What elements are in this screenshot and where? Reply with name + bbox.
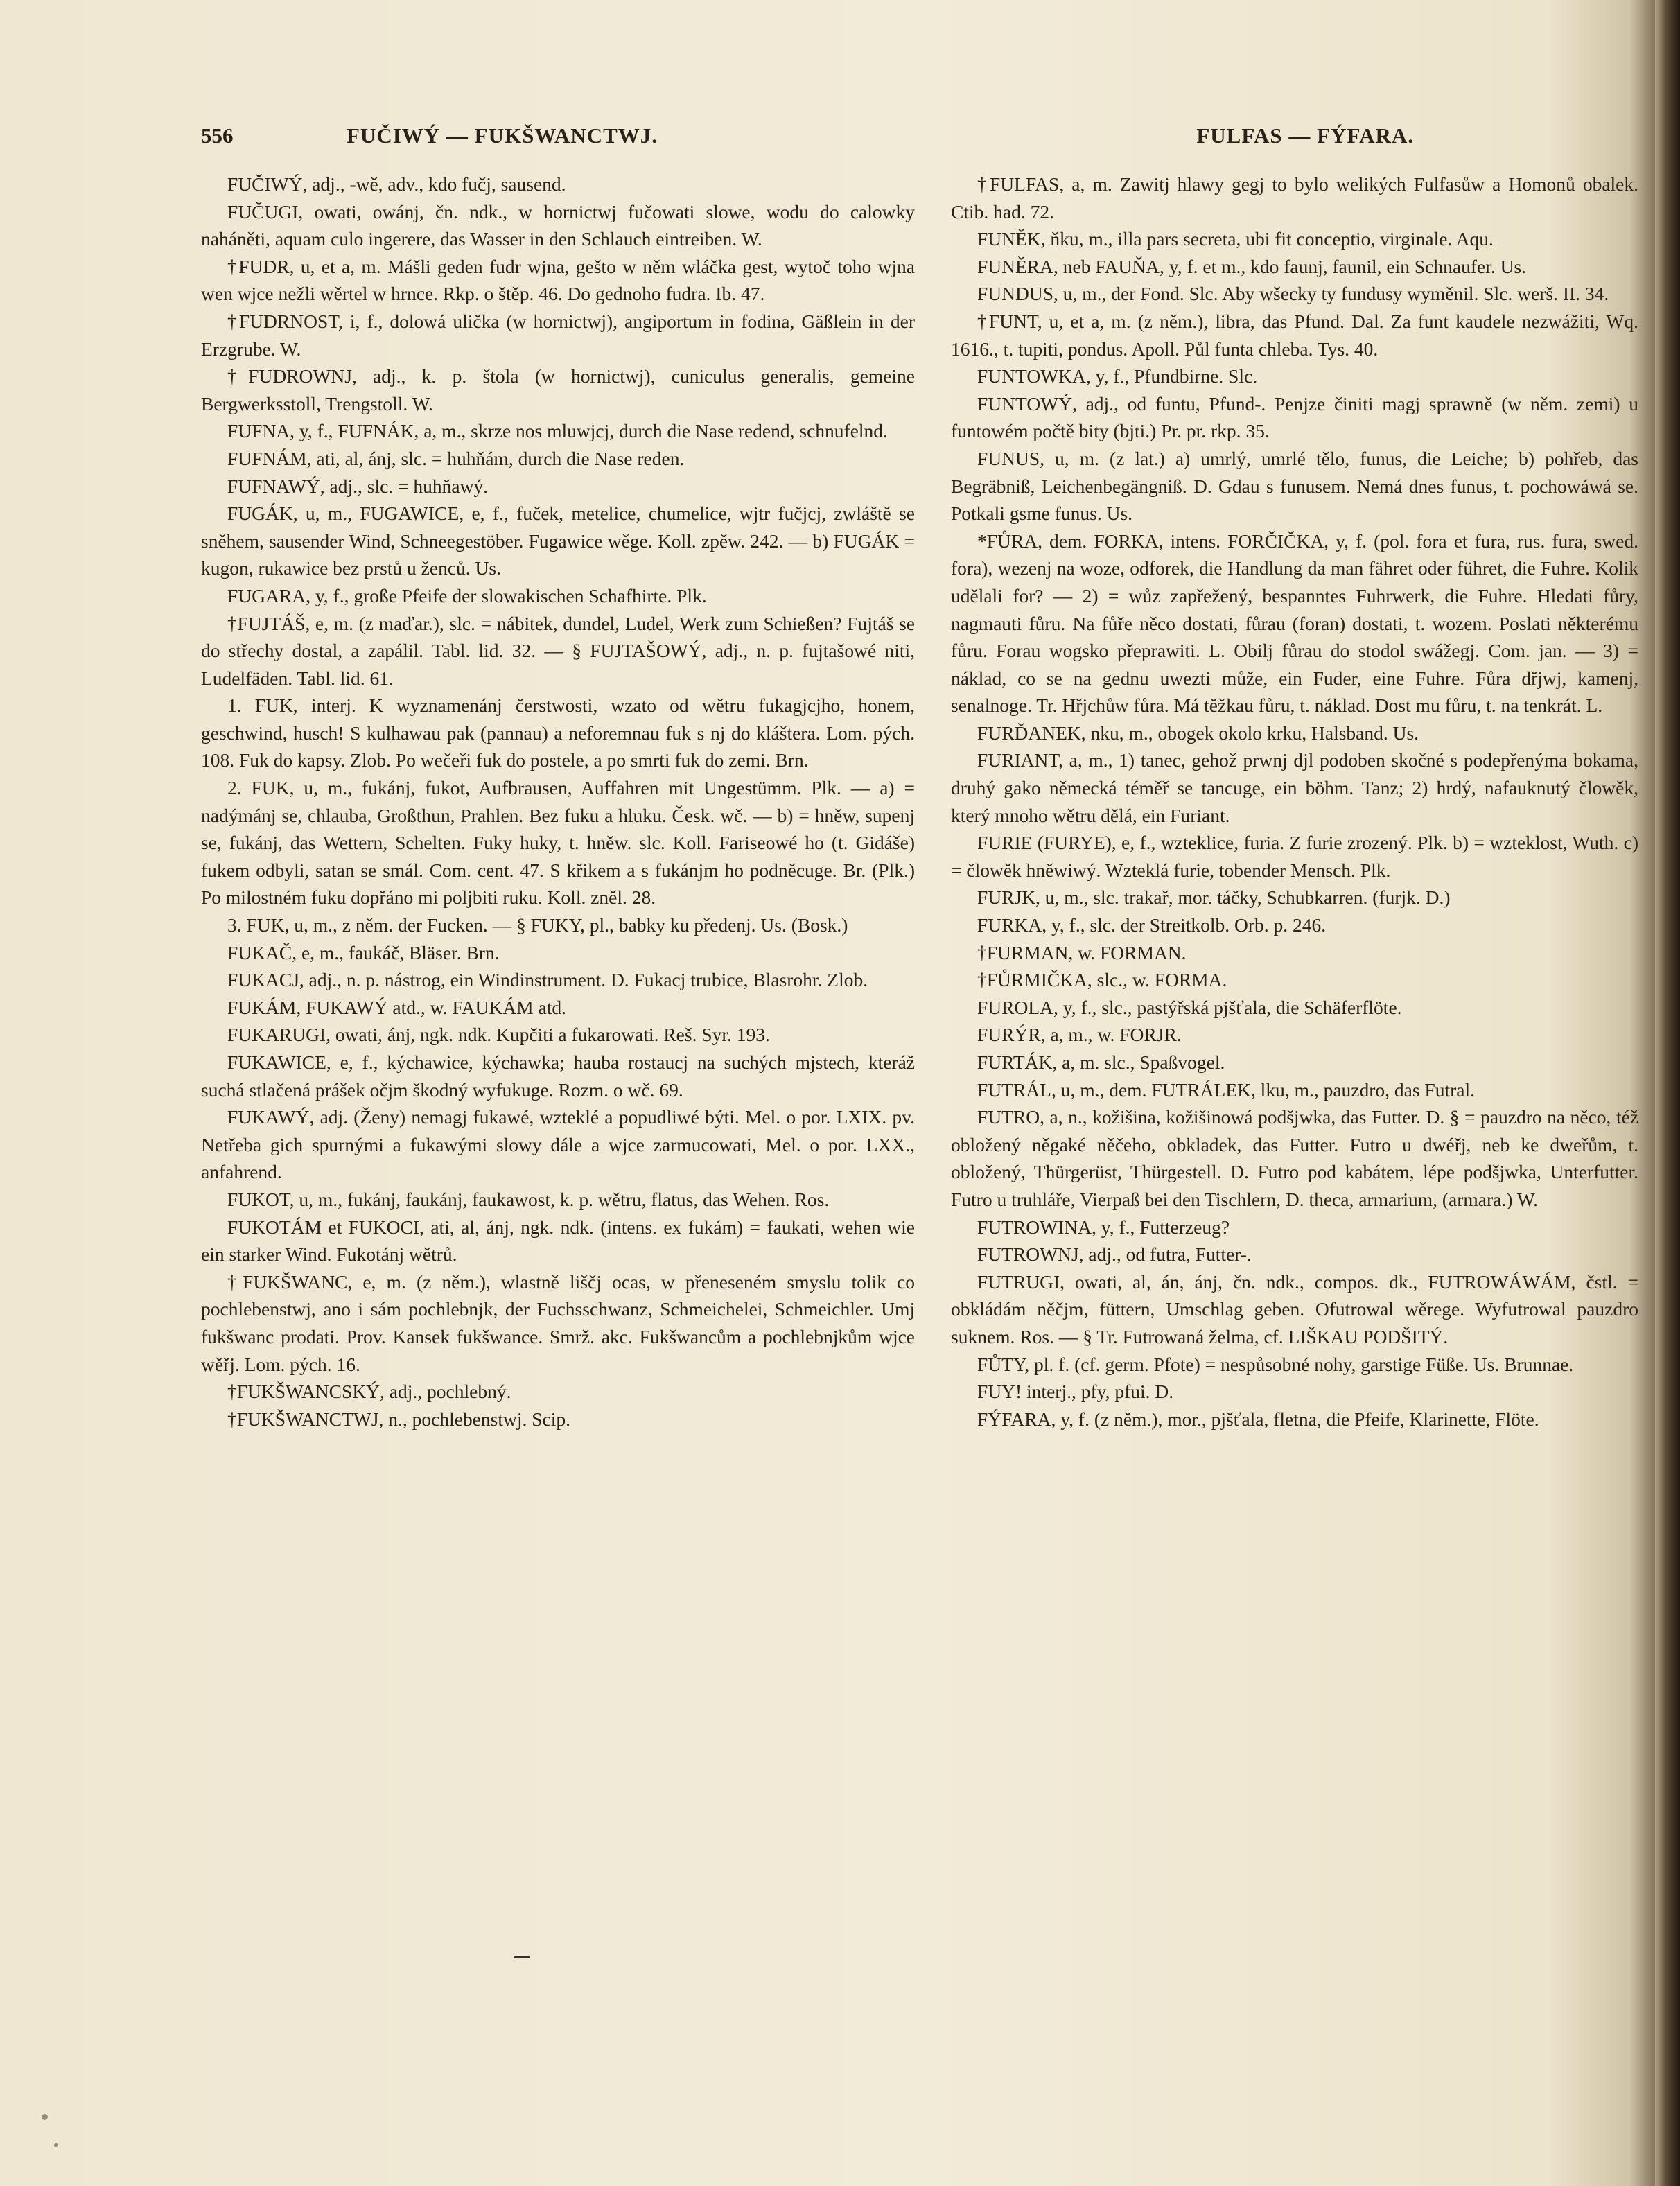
- dictionary-entry: FUNTOWÝ, adj., od funtu, Pfund-. Penjze činiti magj sprawně (w něm. zemi) u funtowém počtě bity (bjti.) Pr. pr. rkp. 35.: [951, 392, 1638, 442]
- right-running-head: FULFAS — FÝFARA.: [1196, 123, 1414, 148]
- dictionary-entry: †FŮRMIČKA, slc., w. FORMA.: [977, 969, 1227, 991]
- dictionary-entry: FUKOTÁM et FUKOCI, ati, al, ánj, ngk. ndk. (intens. ex fukám) = faukati, wehen wie ein starker Wind. Fukotánj wětrů.: [201, 1216, 915, 1266]
- dictionary-entry: FUNDUS, u, m., der Fond. Slc. Aby wšecky ty fundusy wyměnil. Slc. werš. II. 34.: [977, 283, 1609, 305]
- left-column: [201, 170, 915, 1433]
- dictionary-entry: 2. FUK, u, m., fukánj, fukot, Aufbrausen, Auffahren mit Ungestümm. Plk. — a) = nadýmánj se, chlauba, Großthun, Prahlen. Bez fuku a hluku. Česk. wč. — b) = hněw, supenj se, fukánj, das Wettern, Schelten. Fuky huky, t. hněw. slc. Koll. Fariseowé ho (t. Gidáše) fukem odbyli, satan se smál. Com. cent. 47. S křikem a s fukánjm ho podněcuge. Br. (Plk.) Po milostném fuku dopřáno mi poljbiti ruku. Koll. zněl. 28.: [201, 777, 915, 909]
- dictionary-entry: †FUJTÁŠ, e, m. (z maďar.), slc. = nábitek, dundel, Ludel, Werk zum Schießen? Fujtáš se do střechy dostal, a zapálil. Tabl. lid. 32. — § FUJTAŠOWÝ, adj., n. p. fujtašowé niti, Ludelfäden. Tabl. lid. 61.: [201, 612, 915, 689]
- dictionary-entry: FUGARA, y, f., große Pfeife der slowakischen Schafhirte. Plk.: [227, 584, 707, 606]
- dictionary-entry: †FUDR, u, et a, m. Mášli geden fudr wjna, gešto w něm wláčka gest, wytoč toho wjna wen wjce nežli wěrtel w hrnce. Rkp. o štěp. 46. Do gednoho fudra. Ib. 47.: [201, 255, 915, 305]
- dictionary-entry: FURTÁK, a, m. slc., Spaßvogel.: [977, 1051, 1225, 1073]
- dictionary-entry: FUTRUGI, owati, al, án, ánj, čn. ndk., compos. dk., FUTROWÁWÁM, čstl. = obkládám něčjm, füttern, Umschlag geben. Ofutrowal wěrege. Wyfutrowal pauzdro suknem. Ros. — § Tr. Futrowaná želma, cf. LIŠKAU PODŠITÝ.: [951, 1270, 1638, 1347]
- bottom-mark: [514, 1956, 530, 1958]
- dictionary-entry: FUNUS, u, m. (z lat.) a) umrlý, umrlé tělo, funus, die Leiche; b) pohřeb, das Begräbniß, Leichenbegängniß. D. Gdau s funusem. Nemá dnes funus, t. pochowáwá se. Potkali gsme funus. Us.: [951, 447, 1638, 525]
- dictionary-entry: FUROLA, y, f., slc., pastýřská pjšťala, die Schäferflöte.: [977, 996, 1402, 1018]
- dictionary-entry: FUKÁM, FUKAWÝ atd., w. FAUKÁM atd.: [227, 996, 566, 1018]
- dictionary-entry: FURIE (FURYE), e, f., wzteklice, furia. Z furie zrozený. Plk. b) = wzteklost, Wuth. c) = člowěk hněwiwý. Wzteklá furie, tobender Mensch. Plk.: [951, 832, 1638, 881]
- dictionary-entry: FUFNÁM, ati, al, ánj, slc. = huhňám, durch die Nase reden.: [227, 447, 685, 469]
- dictionary-entry: FURÝR, a, m., w. FORJR.: [977, 1024, 1182, 1046]
- dictionary-entry: †FUDROWNJ, adj., k. p. štola (w hornictwj), cuniculus generalis, gemeine Bergwerksstoll, Trengstoll. W.: [201, 365, 915, 414]
- dictionary-entry: †FUDRNOST, i, f., dolowá ulička (w hornictwj), angiportum in fodina, Gäßlein in der Erzgrube. W.: [201, 310, 915, 360]
- dictionary-entry: †FURMAN, w. FORMAN.: [977, 941, 1187, 963]
- dictionary-entry: FUČUGI, owati, owánj, čn. ndk., w hornictwj fučowati slowe, wodu do calowky naháněti, aquam culo ingerere, das Wasser in den Schlauch eintreiben. W.: [201, 200, 915, 250]
- dictionary-entry: FUKACJ, adj., n. p. nástrog, ein Windinstrument. D. Fukacj trubice, Blasrohr. Zlob.: [227, 969, 868, 991]
- dictionary-entry: FUKAWICE, e, f., kýchawice, kýchawka; hauba rostaucj na suchých mjstech, kteráž suchá stlačená prášek očjm škodný wyfukuge. Rozm. o wč. 69.: [201, 1051, 915, 1101]
- dictionary-entry: FUKAWÝ, adj. (Ženy) nemagj fukawé, wzteklé a popudliwé býti. Mel. o por. LXIX. pv. Netřeba gich spurnými a fukawými slowy dále a wjce zarmucowati, Mel. o por. LXX., anfahrend.: [201, 1106, 915, 1183]
- page-smudge: [54, 2143, 58, 2147]
- left-running-head: FUČIWÝ — FUKŠWANCTWJ.: [347, 123, 658, 148]
- dictionary-entry: FUFNAWÝ, adj., slc. = huhňawý.: [227, 475, 489, 497]
- dictionary-entry: †FUNT, u, et a, m. (z něm.), libra, das Pfund. Dal. Za funt kaudele nezwážiti, Wq. 1616., t. tupiti, pondus. Apoll. Půl funta chleba. Tys. 40.: [951, 310, 1638, 360]
- dictionary-entry: FURĎANEK, nku, m., obogek okolo krku, Halsband. Us.: [977, 722, 1419, 744]
- dictionary-entry: FUNĚK, ňku, m., illa pars secreta, ubi fit conceptio, virginale. Aqu.: [977, 228, 1494, 250]
- dictionary-entry: FUNĚRA, neb FAUŇA, y, f. et m., kdo faunj, faunil, ein Schnaufer. Us.: [977, 255, 1527, 277]
- dictionary-entry: FUTROWINA, y, f., Futterzeug?: [977, 1216, 1230, 1238]
- dictionary-entry: FUKOT, u, m., fukánj, faukánj, faukawost, k. p. wětru, flatus, das Wehen. Ros.: [227, 1188, 830, 1210]
- dictionary-entry: FUTROWNJ, adj., od futra, Futter-.: [977, 1243, 1252, 1266]
- right-column: [951, 170, 1638, 1433]
- page-number: 556: [201, 123, 234, 148]
- dictionary-entry: FURKA, y, f., slc. der Streitkolb. Orb. p. 246.: [977, 914, 1327, 936]
- dictionary-entry: FUY! interj., pfy, pfui. D.: [977, 1381, 1174, 1403]
- dictionary-entry: FURJK, u, m., slc. trakař, mor. táčky, Schubkarren. (furjk. D.): [977, 886, 1451, 909]
- dictionary-entry: 3. FUK, u, m., z něm. der Fucken. — § FUKY, pl., babky ku předenj. Us. (Bosk.): [227, 914, 848, 936]
- page-smudge: [42, 2114, 48, 2120]
- dictionary-entry: FUČIWÝ, adj., -wě, adv., kdo fučj, sausend.: [227, 173, 566, 195]
- dictionary-entry: FUGÁK, u, m., FUGAWICE, e, f., fuček, metelice, chumelice, wjtr fučjcj, zwláště se sněhem, sausender Wind, Schneegestöber. Fugawice wěge. Koll. zpěw. 242. — b) FUGÁK = kugon, rukawice bez prstů u ženců. Us.: [201, 502, 915, 579]
- dictionary-entry: FUNTOWKA, y, f., Pfundbirne. Slc.: [977, 365, 1258, 387]
- dictionary-entry: FURIANT, a, m., 1) tanec, gehož prwnj djl podoben skočné s podepřenýma bokama, druhý gako německá téměř se tancuge, ein böhm. Tanz; 2) hrdý, nafauknutý člowěk, který mnoho wětru dělá, ein Furiant.: [951, 749, 1638, 826]
- dictionary-entry: 1. FUK, interj. K wyznamenánj čerstwosti, wzato od wětru fukagjcjho, honem, geschwind, husch! S kulhawau pak (pannau) a neforemnau fuk s nj do kláštera. Lom. pých. 108. Fuk do kapsy. Zlob. Po wečeři fuk do postele, a po smrti fuk do zemi. Brn.: [201, 694, 915, 771]
- running-header: [201, 123, 1414, 158]
- dictionary-entry: FUKARUGI, owati, ánj, ngk. ndk. Kupčiti a fukarowati. Reš. Syr. 193.: [227, 1024, 770, 1046]
- dictionary-entry: *FŮRA, dem. FORKA, intens. FORČIČKA, y, f. (pol. fora et fura, rus. fura, swed. fora), wezenj na woze, odforek, die Handlung da man fähret oder führet, die Fuhre. Kolik udělali for? — 2) = wůz zapřežený, bespanntes Fuhrwerk, die Fuhre. Hledati fůry, nagmauti fůru. Na fůře něco dostati, fůrau (foran) dostati, t. wozem. Poslati některému fůru. Forau wogsko přeprawiti. L. Obilj fůrau do stodol swážegj. Com. jan. — 3) = náklad, co se na gednu uwezti může, ein Fuder, eine Fuhre. Fůra dřjwj, kamenj, senalnoge. Tr. Hřjchůw fůra. Má těžkau fůru, t. náklad. Dost mu fůru, t. na tenkrát. L.: [951, 530, 1638, 717]
- dictionary-entry: †FUKŠWANCSKÝ, adj., pochlebný.: [227, 1381, 511, 1403]
- dictionary-entry: FUTRÁL, u, m., dem. FUTRÁLEK, lku, m., pauzdro, das Futral.: [977, 1078, 1475, 1101]
- book-spine-edge: [1655, 0, 1680, 2186]
- dictionary-entry: FUKAČ, e, m., faukáč, Bläser. Brn.: [227, 941, 500, 963]
- dictionary-entry: FUFNA, y, f., FUFNÁK, a, m., skrze nos mluwjcj, durch die Nase redend, schnufelnd.: [227, 420, 888, 442]
- dictionary-entry: FŮTY, pl. f. (cf. germ. Pfote) = nespůsobné nohy, garstige Füße. Us. Brunnae.: [977, 1353, 1574, 1375]
- dictionary-entry: †FULFAS, a, m. Zawitj hlawy gegj to bylo welikých Fulfasůw a Homonů obalek. Ctib. had. 72.: [951, 173, 1638, 222]
- dictionary-entry: †FUKŠWANCTWJ, n., pochlebenstwj. Scip.: [227, 1408, 570, 1430]
- dictionary-entry: FÝFARA, y, f. (z něm.), mor., pjšťala, fletna, die Pfeife, Klarinette, Flöte.: [977, 1408, 1539, 1430]
- dictionary-entry: †FUKŠWANC, e, m. (z něm.), wlastně liščj ocas, w přeneseném smyslu tolik co pochlebenstwj, ano i sám pochlebnjk, der Fuchsschwanz, Schmeichelei, Schmeichler. Umj fukšwanc prodati. Prov. Kansek fukšwance. Smrž. akc. Fukšwancům a pochlebnjkům wjce wěřj. Lom. pých. 16.: [201, 1270, 915, 1375]
- dictionary-entry: FUTRO, a, n., kožišina, kožišinowá podšjwka, das Futter. D. § = pauzdro na něco, též obložený něgaké něčeho, obkladek, das Futter. Futro u dwéřj, neb ke dweřům, t. obložený, Thürgerüst, Thürgestell. D. Futro pod kabátem, lépe podšjwka, Unterfutter. Futro u truhláře, Vierpaß bei den Tischlern, D. theca, armarium, (armara.) W.: [951, 1106, 1638, 1210]
